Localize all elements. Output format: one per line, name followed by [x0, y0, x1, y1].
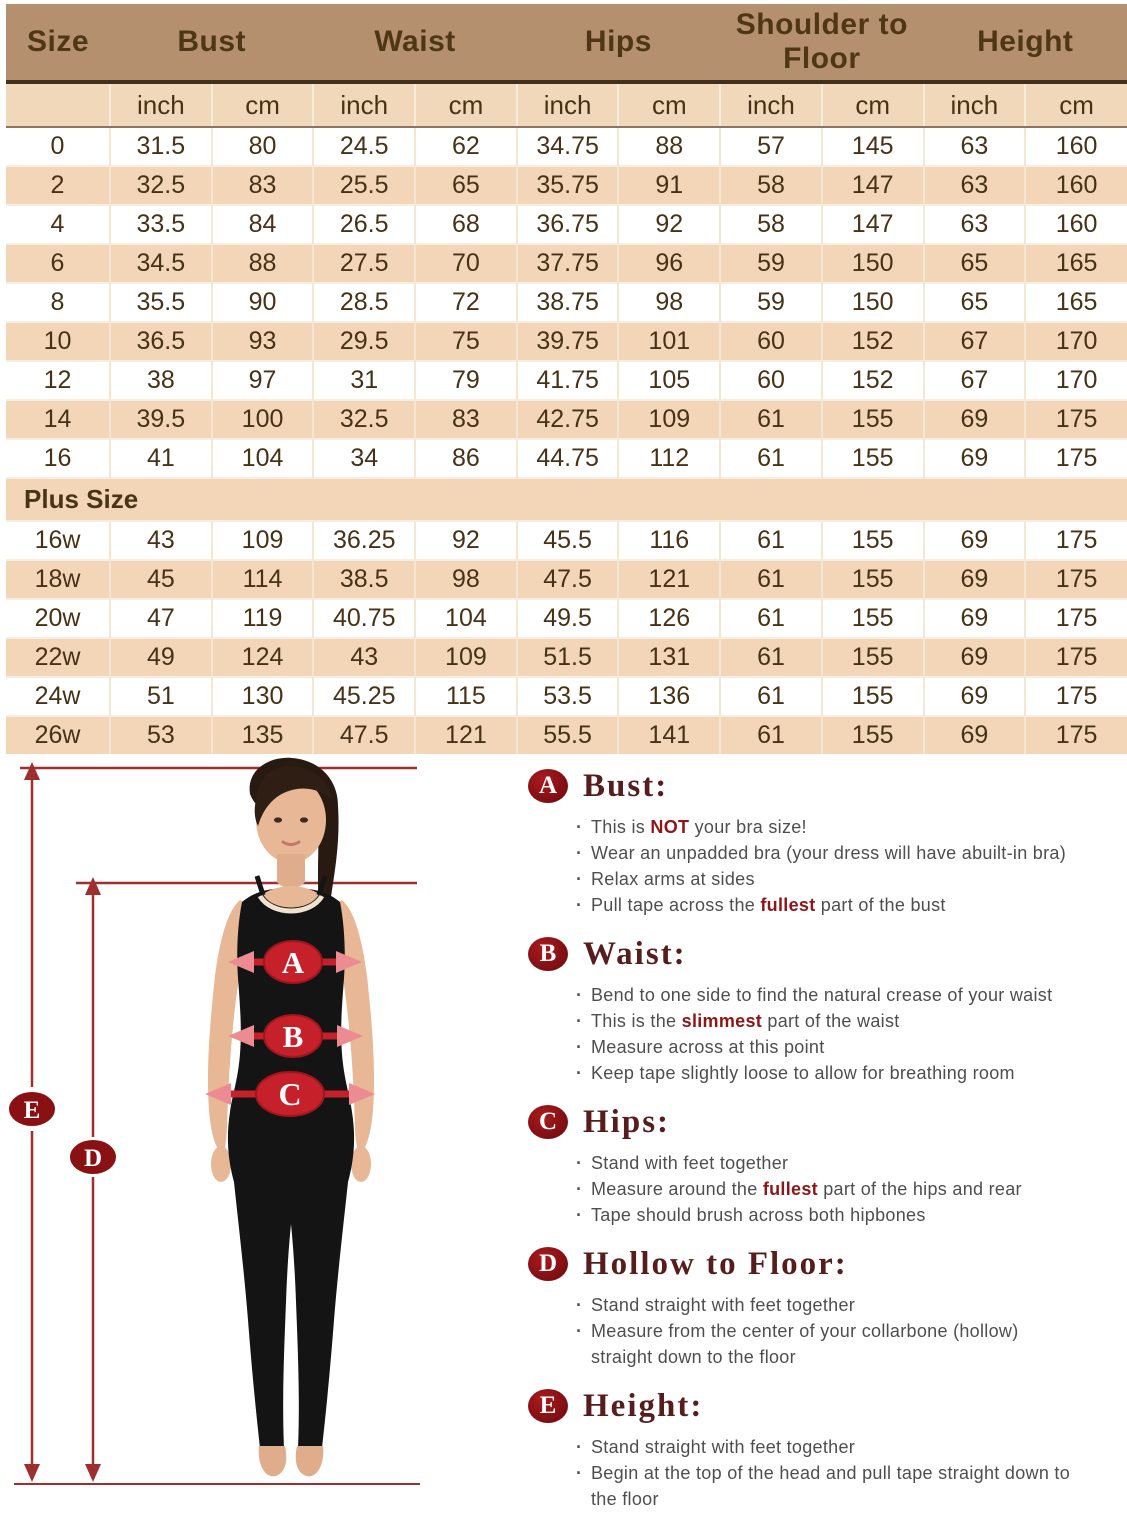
value-cell: 60: [720, 361, 822, 400]
value-cell: 88: [212, 244, 314, 283]
bullet-item: [574, 1008, 1079, 1034]
bullet-text: Measure around the: [591, 1179, 763, 1199]
value-cell: 135: [212, 716, 314, 754]
value-cell: 69: [924, 638, 1026, 677]
table-header-row: [6, 4, 1127, 82]
value-cell: 43: [110, 521, 212, 560]
value-cell: 70: [415, 244, 517, 283]
value-cell: 155: [822, 638, 924, 677]
letter-badge: E: [528, 1389, 568, 1423]
bullet-list: [574, 982, 1079, 1086]
section-hips: [528, 1100, 1127, 1228]
value-cell: 53.5: [517, 677, 619, 716]
value-cell: 36.5: [110, 322, 212, 361]
bullet-text: Begin at the top of the head and pull tape straight down to the floor: [591, 1463, 1070, 1509]
height-badge-letter: E: [24, 1097, 41, 1124]
column-group-header: Hips: [517, 4, 720, 82]
section-heading: [528, 932, 1127, 976]
left-hand: [211, 1146, 231, 1182]
bullet-item: [574, 1176, 1079, 1202]
bullet-item: [574, 892, 1079, 918]
measurement-diagram: [0, 754, 520, 1496]
value-cell: 61: [720, 400, 822, 439]
table-row: [6, 205, 1127, 244]
bullet-item: [574, 1460, 1079, 1512]
bullet-text: This is the: [591, 1011, 682, 1031]
value-cell: 96: [618, 244, 720, 283]
hollow-badge: [70, 1140, 116, 1174]
waist-marker-letter: B: [283, 1019, 304, 1054]
bullet-list: [574, 1150, 1079, 1228]
size-table: [6, 4, 1127, 754]
value-cell: 34.75: [517, 127, 619, 166]
bullet-text: Relax arms at sides: [591, 869, 755, 889]
unit-header: inch: [313, 82, 415, 127]
bullet-text: Stand with feet together: [591, 1153, 788, 1173]
bullet-item: [574, 1060, 1079, 1086]
value-cell: 175: [1025, 521, 1127, 560]
value-cell: 90: [212, 283, 314, 322]
value-cell: 63: [924, 205, 1026, 244]
value-cell: 165: [1025, 283, 1127, 322]
value-cell: 165: [1025, 244, 1127, 283]
bust-marker-letter: A: [282, 945, 305, 980]
value-cell: 155: [822, 677, 924, 716]
table-row: [6, 127, 1127, 166]
value-cell: 72: [415, 283, 517, 322]
value-cell: 92: [618, 205, 720, 244]
value-cell: 69: [924, 677, 1026, 716]
value-cell: 80: [212, 127, 314, 166]
bullet-text: your bra size!: [689, 817, 807, 837]
value-cell: 109: [212, 521, 314, 560]
value-cell: 175: [1025, 560, 1127, 599]
value-cell: 100: [212, 400, 314, 439]
value-cell: 65: [924, 283, 1026, 322]
value-cell: 58: [720, 166, 822, 205]
bullet-item: [574, 1034, 1079, 1060]
bullet-text: Keep tape slightly loose to allow for breathing room: [591, 1063, 1015, 1083]
size-cell: 6: [6, 244, 110, 283]
value-cell: 53: [110, 716, 212, 754]
value-cell: 155: [822, 521, 924, 560]
table-row: [6, 361, 1127, 400]
value-cell: 109: [618, 400, 720, 439]
bullet-list: [574, 814, 1079, 918]
value-cell: 92: [415, 521, 517, 560]
bullet-text: Stand straight with feet together: [591, 1295, 855, 1315]
size-cell: 24w: [6, 677, 110, 716]
value-cell: 104: [212, 439, 314, 478]
value-cell: 32.5: [110, 166, 212, 205]
size-cell: 2: [6, 166, 110, 205]
section-heading: [528, 1100, 1127, 1144]
value-cell: 36.75: [517, 205, 619, 244]
value-cell: 37.75: [517, 244, 619, 283]
value-cell: 121: [618, 560, 720, 599]
value-cell: 69: [924, 521, 1026, 560]
bullet-item: [574, 840, 1079, 866]
value-cell: 141: [618, 716, 720, 754]
size-table-body: [6, 127, 1127, 754]
bullet-item: [574, 866, 1079, 892]
value-cell: 83: [415, 400, 517, 439]
size-cell: 10: [6, 322, 110, 361]
value-cell: 160: [1025, 205, 1127, 244]
value-cell: 51: [110, 677, 212, 716]
bullet-item: [574, 1434, 1079, 1460]
bullet-text: This is: [591, 817, 650, 837]
value-cell: 63: [924, 166, 1026, 205]
value-cell: 84: [212, 205, 314, 244]
value-cell: 175: [1025, 400, 1127, 439]
value-cell: 41: [110, 439, 212, 478]
value-cell: 69: [924, 400, 1026, 439]
value-cell: 67: [924, 322, 1026, 361]
value-cell: 39.5: [110, 400, 212, 439]
section-heading: [528, 1242, 1127, 1286]
value-cell: 26.5: [313, 205, 415, 244]
size-cell: 8: [6, 283, 110, 322]
unit-header: inch: [924, 82, 1026, 127]
bullet-text: Pull tape across the: [591, 895, 760, 915]
table-row: [6, 283, 1127, 322]
value-cell: 49: [110, 638, 212, 677]
value-cell: 24.5: [313, 127, 415, 166]
table-row: [6, 716, 1127, 754]
value-cell: 105: [618, 361, 720, 400]
value-cell: 109: [415, 638, 517, 677]
bullet-text: part of the bust: [816, 895, 946, 915]
unit-header: cm: [212, 82, 314, 127]
bullet-text: part of the hips and rear: [818, 1179, 1022, 1199]
unit-header: inch: [517, 82, 619, 127]
value-cell: 175: [1025, 638, 1127, 677]
bullet-item: [574, 1318, 1079, 1370]
size-cell: 22w: [6, 638, 110, 677]
value-cell: 32.5: [313, 400, 415, 439]
value-cell: 115: [415, 677, 517, 716]
value-cell: 69: [924, 560, 1026, 599]
value-cell: 47: [110, 599, 212, 638]
unit-header: inch: [720, 82, 822, 127]
size-cell: 12: [6, 361, 110, 400]
left-foot: [259, 1446, 287, 1476]
value-cell: 83: [212, 166, 314, 205]
table-row: [6, 638, 1127, 677]
letter-badge: B: [528, 937, 568, 971]
value-cell: 93: [212, 322, 314, 361]
value-cell: 98: [415, 560, 517, 599]
unit-header: cm: [1025, 82, 1127, 127]
value-cell: 69: [924, 716, 1026, 754]
value-cell: 61: [720, 716, 822, 754]
section-heading: [528, 764, 1127, 808]
value-cell: 57: [720, 127, 822, 166]
value-cell: 101: [618, 322, 720, 361]
value-cell: 121: [415, 716, 517, 754]
column-group-header: Bust: [110, 4, 313, 82]
value-cell: 160: [1025, 166, 1127, 205]
size-cell: 14: [6, 400, 110, 439]
value-cell: 35.75: [517, 166, 619, 205]
value-cell: 49.5: [517, 599, 619, 638]
value-cell: 61: [720, 521, 822, 560]
value-cell: 34: [313, 439, 415, 478]
table-row: [6, 400, 1127, 439]
section-hollow-to-floor: [528, 1242, 1127, 1370]
value-cell: 112: [618, 439, 720, 478]
bullet-item: [574, 814, 1079, 840]
table-row: [6, 244, 1127, 283]
size-cell: 16: [6, 439, 110, 478]
bullet-text: Tape should brush across both hipbones: [591, 1205, 926, 1225]
section-title: Waist:: [583, 936, 687, 973]
value-cell: 51.5: [517, 638, 619, 677]
letter-badge: C: [528, 1105, 568, 1139]
value-cell: 160: [1025, 127, 1127, 166]
value-cell: 61: [720, 599, 822, 638]
value-cell: 152: [822, 322, 924, 361]
section-heading: [528, 1384, 1127, 1428]
value-cell: 61: [720, 677, 822, 716]
unit-header: [6, 82, 110, 127]
value-cell: 97: [212, 361, 314, 400]
value-cell: 35.5: [110, 283, 212, 322]
value-cell: 42.75: [517, 400, 619, 439]
value-cell: 150: [822, 244, 924, 283]
value-cell: 170: [1025, 322, 1127, 361]
value-cell: 155: [822, 716, 924, 754]
value-cell: 147: [822, 166, 924, 205]
value-cell: 131: [618, 638, 720, 677]
value-cell: 61: [720, 638, 822, 677]
bullet-item: [574, 982, 1079, 1008]
value-cell: 175: [1025, 599, 1127, 638]
table-row: [6, 560, 1127, 599]
measure-instructions: [528, 764, 1127, 1526]
value-cell: 27.5: [313, 244, 415, 283]
section-height: [528, 1384, 1127, 1512]
value-cell: 65: [924, 244, 1026, 283]
letter-badge: A: [528, 769, 568, 803]
emphasized-text: fullest: [760, 895, 815, 915]
value-cell: 43: [313, 638, 415, 677]
value-cell: 75: [415, 322, 517, 361]
value-cell: 45: [110, 560, 212, 599]
value-cell: 86: [415, 439, 517, 478]
emphasized-text: NOT: [650, 817, 689, 837]
size-cell: 16w: [6, 521, 110, 560]
table-row: [6, 599, 1127, 638]
value-cell: 47.5: [313, 716, 415, 754]
value-cell: 126: [618, 599, 720, 638]
bullet-item: [574, 1292, 1079, 1318]
figure-illustration: [0, 754, 520, 1496]
table-row: [6, 166, 1127, 205]
neck: [277, 854, 305, 888]
right-hand: [351, 1146, 371, 1182]
value-cell: 59: [720, 283, 822, 322]
value-cell: 25.5: [313, 166, 415, 205]
value-cell: 65: [415, 166, 517, 205]
measurement-guide: [0, 754, 1127, 1496]
value-cell: 98: [618, 283, 720, 322]
size-cell: 26w: [6, 716, 110, 754]
value-cell: 59: [720, 244, 822, 283]
size-cell: 18w: [6, 560, 110, 599]
bullet-list: [574, 1292, 1079, 1370]
bullet-text: Wear an unpadded bra (your dress will have abuilt-in bra): [591, 843, 1066, 863]
value-cell: 61: [720, 439, 822, 478]
value-cell: 136: [618, 677, 720, 716]
value-cell: 47.5: [517, 560, 619, 599]
height-badge: [9, 1092, 55, 1126]
value-cell: 155: [822, 560, 924, 599]
bullet-text: Stand straight with feet together: [591, 1437, 855, 1457]
size-cell: 20w: [6, 599, 110, 638]
unit-header: cm: [415, 82, 517, 127]
value-cell: 79: [415, 361, 517, 400]
value-cell: 60: [720, 322, 822, 361]
column-group-header: Shoulder to Floor: [720, 4, 923, 82]
value-cell: 124: [212, 638, 314, 677]
section-bust: [528, 764, 1127, 918]
value-cell: 175: [1025, 716, 1127, 754]
letter-badge: D: [528, 1247, 568, 1281]
column-group-header: Height: [924, 4, 1127, 82]
section-title: Bust:: [583, 768, 668, 805]
section-waist: [528, 932, 1127, 1086]
size-cell: 0: [6, 127, 110, 166]
right-foot: [296, 1446, 324, 1476]
unit-header: inch: [110, 82, 212, 127]
value-cell: 28.5: [313, 283, 415, 322]
value-cell: 91: [618, 166, 720, 205]
value-cell: 45.5: [517, 521, 619, 560]
value-cell: 36.25: [313, 521, 415, 560]
value-cell: 116: [618, 521, 720, 560]
value-cell: 88: [618, 127, 720, 166]
value-cell: 45.25: [313, 677, 415, 716]
value-cell: 175: [1025, 677, 1127, 716]
bullet-text: Measure across at this point: [591, 1037, 825, 1057]
table-row: [6, 322, 1127, 361]
value-cell: 33.5: [110, 205, 212, 244]
value-cell: 147: [822, 205, 924, 244]
bullet-item: [574, 1202, 1079, 1228]
value-cell: 55.5: [517, 716, 619, 754]
value-cell: 34.5: [110, 244, 212, 283]
table-row: [6, 521, 1127, 560]
size-cell: 4: [6, 205, 110, 244]
value-cell: 39.75: [517, 322, 619, 361]
value-cell: 69: [924, 599, 1026, 638]
value-cell: 38.5: [313, 560, 415, 599]
value-cell: 69: [924, 439, 1026, 478]
value-cell: 29.5: [313, 322, 415, 361]
hollow-badge-letter: D: [84, 1145, 102, 1172]
hips-marker-letter: C: [278, 1076, 301, 1112]
bullet-text: Bend to one side to find the natural crease of your waist: [591, 985, 1052, 1005]
table-row: [6, 677, 1127, 716]
value-cell: 104: [415, 599, 517, 638]
value-cell: 155: [822, 400, 924, 439]
column-group-header: Waist: [313, 4, 516, 82]
value-cell: 61: [720, 560, 822, 599]
value-cell: 175: [1025, 439, 1127, 478]
value-cell: 67: [924, 361, 1026, 400]
value-cell: 31.5: [110, 127, 212, 166]
value-cell: 62: [415, 127, 517, 166]
value-cell: 41.75: [517, 361, 619, 400]
size-table-head: [6, 4, 1127, 127]
value-cell: 130: [212, 677, 314, 716]
value-cell: 155: [822, 439, 924, 478]
unit-header: cm: [618, 82, 720, 127]
section-title: Hollow to Floor:: [583, 1246, 848, 1283]
section-title: Height:: [583, 1388, 703, 1425]
woman-figure: [208, 758, 374, 1477]
unit-header-row: [6, 82, 1127, 127]
bullet-text: Measure from the center of your collarbone (hollow) straight down to the floor: [591, 1321, 1019, 1367]
emphasized-text: slimmest: [682, 1011, 762, 1031]
bullet-item: [574, 1150, 1079, 1176]
plus-size-label: Plus Size: [6, 478, 1127, 521]
value-cell: 152: [822, 361, 924, 400]
value-cell: 155: [822, 599, 924, 638]
value-cell: 119: [212, 599, 314, 638]
plus-size-row: [6, 478, 1127, 521]
value-cell: 38: [110, 361, 212, 400]
bullet-text: part of the waist: [762, 1011, 899, 1031]
bullet-list: [574, 1434, 1079, 1512]
unit-header: cm: [822, 82, 924, 127]
value-cell: 150: [822, 283, 924, 322]
table-row: [6, 439, 1127, 478]
value-cell: 145: [822, 127, 924, 166]
column-group-header: Size: [6, 4, 110, 82]
value-cell: 40.75: [313, 599, 415, 638]
value-cell: 38.75: [517, 283, 619, 322]
value-cell: 114: [212, 560, 314, 599]
emphasized-text: fullest: [763, 1179, 818, 1199]
value-cell: 68: [415, 205, 517, 244]
value-cell: 63: [924, 127, 1026, 166]
value-cell: 31: [313, 361, 415, 400]
value-cell: 170: [1025, 361, 1127, 400]
value-cell: 58: [720, 205, 822, 244]
value-cell: 44.75: [517, 439, 619, 478]
section-title: Hips:: [583, 1104, 670, 1141]
leggings: [228, 1112, 354, 1448]
